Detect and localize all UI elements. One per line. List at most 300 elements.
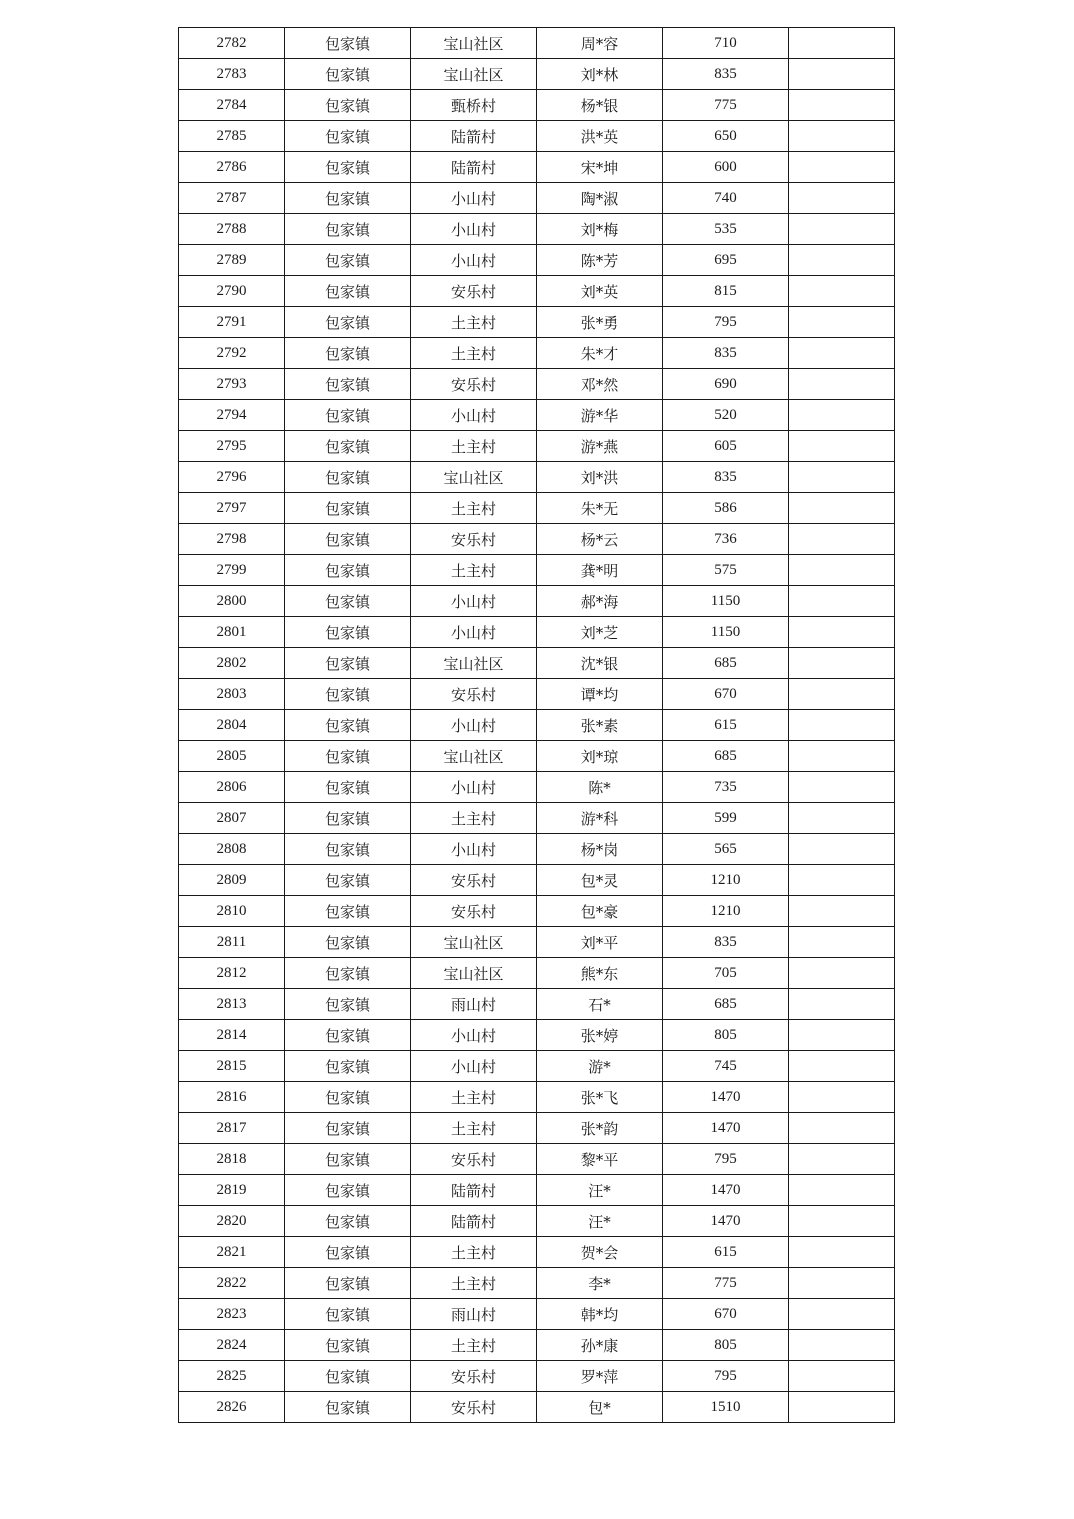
cell-person-name: 朱*无 xyxy=(537,493,663,524)
cell-serial-number: 2787 xyxy=(179,183,285,214)
cell-village: 宝山社区 xyxy=(411,28,537,59)
cell-remark xyxy=(789,524,895,555)
cell-remark xyxy=(789,431,895,462)
cell-town: 包家镇 xyxy=(285,1206,411,1237)
cell-village: 土主村 xyxy=(411,307,537,338)
cell-town: 包家镇 xyxy=(285,1051,411,1082)
cell-amount: 650 xyxy=(663,121,789,152)
cell-serial-number: 2792 xyxy=(179,338,285,369)
cell-town: 包家镇 xyxy=(285,462,411,493)
cell-remark xyxy=(789,1082,895,1113)
cell-remark xyxy=(789,1175,895,1206)
cell-remark xyxy=(789,1113,895,1144)
cell-person-name: 杨*银 xyxy=(537,90,663,121)
cell-person-name: 郝*海 xyxy=(537,586,663,617)
cell-serial-number: 2789 xyxy=(179,245,285,276)
cell-town: 包家镇 xyxy=(285,1144,411,1175)
cell-amount: 705 xyxy=(663,958,789,989)
cell-town: 包家镇 xyxy=(285,1361,411,1392)
cell-village: 土主村 xyxy=(411,1330,537,1361)
cell-village: 小山村 xyxy=(411,617,537,648)
table-row xyxy=(179,400,895,431)
cell-remark xyxy=(789,834,895,865)
cell-village: 小山村 xyxy=(411,834,537,865)
cell-amount: 745 xyxy=(663,1051,789,1082)
table-row xyxy=(179,865,895,896)
cell-town: 包家镇 xyxy=(285,989,411,1020)
cell-remark xyxy=(789,1206,895,1237)
cell-person-name: 包*豪 xyxy=(537,896,663,927)
cell-person-name: 刘*芝 xyxy=(537,617,663,648)
cell-town: 包家镇 xyxy=(285,524,411,555)
cell-town: 包家镇 xyxy=(285,1392,411,1423)
cell-village: 安乐村 xyxy=(411,1392,537,1423)
cell-amount: 1210 xyxy=(663,896,789,927)
table-row xyxy=(179,1113,895,1144)
table-row xyxy=(179,1237,895,1268)
cell-remark xyxy=(789,152,895,183)
cell-person-name: 黎*平 xyxy=(537,1144,663,1175)
cell-town: 包家镇 xyxy=(285,121,411,152)
cell-amount: 685 xyxy=(663,648,789,679)
cell-person-name: 汪* xyxy=(537,1175,663,1206)
cell-serial-number: 2798 xyxy=(179,524,285,555)
cell-amount: 815 xyxy=(663,276,789,307)
cell-village: 小山村 xyxy=(411,772,537,803)
cell-serial-number: 2809 xyxy=(179,865,285,896)
cell-remark xyxy=(789,1330,895,1361)
cell-person-name: 陈* xyxy=(537,772,663,803)
cell-person-name: 周*容 xyxy=(537,28,663,59)
cell-village: 安乐村 xyxy=(411,276,537,307)
cell-village: 小山村 xyxy=(411,586,537,617)
cell-amount: 805 xyxy=(663,1330,789,1361)
cell-serial-number: 2793 xyxy=(179,369,285,400)
cell-person-name: 游*华 xyxy=(537,400,663,431)
cell-serial-number: 2794 xyxy=(179,400,285,431)
cell-town: 包家镇 xyxy=(285,276,411,307)
cell-serial-number: 2812 xyxy=(179,958,285,989)
cell-person-name: 熊*东 xyxy=(537,958,663,989)
table-row xyxy=(179,586,895,617)
cell-town: 包家镇 xyxy=(285,586,411,617)
cell-person-name: 杨*云 xyxy=(537,524,663,555)
table-row xyxy=(179,1206,895,1237)
cell-person-name: 邓*然 xyxy=(537,369,663,400)
table-row xyxy=(179,679,895,710)
cell-town: 包家镇 xyxy=(285,152,411,183)
cell-serial-number: 2800 xyxy=(179,586,285,617)
cell-serial-number: 2817 xyxy=(179,1113,285,1144)
cell-serial-number: 2801 xyxy=(179,617,285,648)
cell-amount: 1150 xyxy=(663,586,789,617)
cell-amount: 520 xyxy=(663,400,789,431)
cell-amount: 795 xyxy=(663,1361,789,1392)
cell-remark xyxy=(789,865,895,896)
cell-amount: 586 xyxy=(663,493,789,524)
cell-serial-number: 2795 xyxy=(179,431,285,462)
table-row xyxy=(179,369,895,400)
cell-village: 安乐村 xyxy=(411,1144,537,1175)
cell-remark xyxy=(789,927,895,958)
cell-remark xyxy=(789,59,895,90)
cell-remark xyxy=(789,1361,895,1392)
cell-remark xyxy=(789,1237,895,1268)
cell-amount: 695 xyxy=(663,245,789,276)
cell-serial-number: 2824 xyxy=(179,1330,285,1361)
cell-village: 土主村 xyxy=(411,431,537,462)
cell-village: 小山村 xyxy=(411,1020,537,1051)
cell-serial-number: 2806 xyxy=(179,772,285,803)
cell-remark xyxy=(789,679,895,710)
cell-remark xyxy=(789,1051,895,1082)
cell-serial-number: 2810 xyxy=(179,896,285,927)
cell-village: 土主村 xyxy=(411,1113,537,1144)
cell-village: 安乐村 xyxy=(411,1361,537,1392)
table-row xyxy=(179,927,895,958)
cell-town: 包家镇 xyxy=(285,772,411,803)
table-row xyxy=(179,431,895,462)
cell-village: 宝山社区 xyxy=(411,59,537,90)
cell-serial-number: 2807 xyxy=(179,803,285,834)
cell-person-name: 陈*芳 xyxy=(537,245,663,276)
cell-remark xyxy=(789,400,895,431)
cell-remark xyxy=(789,307,895,338)
cell-serial-number: 2799 xyxy=(179,555,285,586)
cell-amount: 605 xyxy=(663,431,789,462)
cell-town: 包家镇 xyxy=(285,90,411,121)
table-row xyxy=(179,183,895,214)
cell-serial-number: 2808 xyxy=(179,834,285,865)
cell-amount: 1150 xyxy=(663,617,789,648)
cell-amount: 710 xyxy=(663,28,789,59)
cell-person-name: 游*燕 xyxy=(537,431,663,462)
cell-town: 包家镇 xyxy=(285,617,411,648)
cell-person-name: 龚*明 xyxy=(537,555,663,586)
cell-serial-number: 2816 xyxy=(179,1082,285,1113)
cell-serial-number: 2796 xyxy=(179,462,285,493)
cell-person-name: 张*勇 xyxy=(537,307,663,338)
table-row xyxy=(179,59,895,90)
table-row xyxy=(179,90,895,121)
cell-person-name: 刘*洪 xyxy=(537,462,663,493)
cell-town: 包家镇 xyxy=(285,493,411,524)
table-row xyxy=(179,152,895,183)
cell-person-name: 沈*银 xyxy=(537,648,663,679)
cell-person-name: 朱*才 xyxy=(537,338,663,369)
table-row xyxy=(179,555,895,586)
cell-person-name: 杨*岗 xyxy=(537,834,663,865)
cell-remark xyxy=(789,90,895,121)
table-row xyxy=(179,617,895,648)
cell-town: 包家镇 xyxy=(285,400,411,431)
cell-village: 陆箭村 xyxy=(411,121,537,152)
cell-amount: 685 xyxy=(663,989,789,1020)
table-row xyxy=(179,214,895,245)
cell-village: 陆箭村 xyxy=(411,152,537,183)
table-row xyxy=(179,28,895,59)
cell-village: 小山村 xyxy=(411,710,537,741)
table-row xyxy=(179,958,895,989)
cell-amount: 835 xyxy=(663,462,789,493)
cell-amount: 795 xyxy=(663,1144,789,1175)
cell-town: 包家镇 xyxy=(285,59,411,90)
table-row xyxy=(179,1051,895,1082)
cell-serial-number: 2797 xyxy=(179,493,285,524)
cell-town: 包家镇 xyxy=(285,307,411,338)
cell-town: 包家镇 xyxy=(285,1020,411,1051)
cell-amount: 1510 xyxy=(663,1392,789,1423)
cell-amount: 835 xyxy=(663,59,789,90)
cell-village: 小山村 xyxy=(411,183,537,214)
cell-remark xyxy=(789,741,895,772)
table-row xyxy=(179,989,895,1020)
cell-person-name: 游* xyxy=(537,1051,663,1082)
table-row xyxy=(179,1392,895,1423)
cell-serial-number: 2818 xyxy=(179,1144,285,1175)
cell-serial-number: 2813 xyxy=(179,989,285,1020)
cell-serial-number: 2788 xyxy=(179,214,285,245)
table-row xyxy=(179,307,895,338)
cell-town: 包家镇 xyxy=(285,710,411,741)
cell-serial-number: 2786 xyxy=(179,152,285,183)
cell-village: 雨山村 xyxy=(411,1299,537,1330)
cell-remark xyxy=(789,214,895,245)
cell-person-name: 陶*淑 xyxy=(537,183,663,214)
cell-town: 包家镇 xyxy=(285,1268,411,1299)
cell-amount: 599 xyxy=(663,803,789,834)
table-row xyxy=(179,834,895,865)
cell-amount: 835 xyxy=(663,338,789,369)
cell-person-name: 刘*林 xyxy=(537,59,663,90)
cell-serial-number: 2782 xyxy=(179,28,285,59)
cell-village: 安乐村 xyxy=(411,524,537,555)
cell-person-name: 贺*会 xyxy=(537,1237,663,1268)
cell-town: 包家镇 xyxy=(285,338,411,369)
cell-village: 小山村 xyxy=(411,245,537,276)
cell-town: 包家镇 xyxy=(285,679,411,710)
cell-village: 小山村 xyxy=(411,400,537,431)
cell-serial-number: 2790 xyxy=(179,276,285,307)
cell-person-name: 包* xyxy=(537,1392,663,1423)
cell-serial-number: 2791 xyxy=(179,307,285,338)
cell-amount: 670 xyxy=(663,679,789,710)
cell-village: 土主村 xyxy=(411,1237,537,1268)
cell-remark xyxy=(789,245,895,276)
cell-village: 小山村 xyxy=(411,214,537,245)
cell-amount: 535 xyxy=(663,214,789,245)
cell-serial-number: 2802 xyxy=(179,648,285,679)
cell-amount: 1210 xyxy=(663,865,789,896)
cell-amount: 775 xyxy=(663,90,789,121)
cell-remark xyxy=(789,710,895,741)
cell-town: 包家镇 xyxy=(285,1175,411,1206)
table-row xyxy=(179,896,895,927)
cell-town: 包家镇 xyxy=(285,1299,411,1330)
cell-remark xyxy=(789,989,895,1020)
cell-village: 宝山社区 xyxy=(411,648,537,679)
table-row xyxy=(179,1144,895,1175)
cell-person-name: 张*婷 xyxy=(537,1020,663,1051)
cell-amount: 805 xyxy=(663,1020,789,1051)
table-body xyxy=(179,28,895,1423)
cell-person-name: 韩*均 xyxy=(537,1299,663,1330)
cell-town: 包家镇 xyxy=(285,741,411,772)
cell-amount: 600 xyxy=(663,152,789,183)
cell-village: 宝山社区 xyxy=(411,462,537,493)
table-row xyxy=(179,493,895,524)
table-row xyxy=(179,276,895,307)
cell-town: 包家镇 xyxy=(285,1082,411,1113)
cell-remark xyxy=(789,1268,895,1299)
cell-amount: 685 xyxy=(663,741,789,772)
table-row xyxy=(179,710,895,741)
table-row xyxy=(179,1268,895,1299)
cell-remark xyxy=(789,462,895,493)
cell-amount: 835 xyxy=(663,927,789,958)
cell-town: 包家镇 xyxy=(285,369,411,400)
cell-remark xyxy=(789,1020,895,1051)
cell-town: 包家镇 xyxy=(285,245,411,276)
cell-person-name: 游*科 xyxy=(537,803,663,834)
cell-town: 包家镇 xyxy=(285,431,411,462)
cell-remark xyxy=(789,803,895,834)
cell-village: 土主村 xyxy=(411,493,537,524)
cell-person-name: 张*飞 xyxy=(537,1082,663,1113)
cell-village: 雨山村 xyxy=(411,989,537,1020)
cell-amount: 1470 xyxy=(663,1175,789,1206)
cell-serial-number: 2783 xyxy=(179,59,285,90)
cell-town: 包家镇 xyxy=(285,1237,411,1268)
cell-amount: 736 xyxy=(663,524,789,555)
cell-remark xyxy=(789,1299,895,1330)
cell-village: 小山村 xyxy=(411,1051,537,1082)
cell-amount: 795 xyxy=(663,307,789,338)
cell-remark xyxy=(789,1144,895,1175)
cell-village: 安乐村 xyxy=(411,865,537,896)
cell-serial-number: 2785 xyxy=(179,121,285,152)
cell-remark xyxy=(789,276,895,307)
table-row xyxy=(179,338,895,369)
cell-town: 包家镇 xyxy=(285,927,411,958)
table-row xyxy=(179,1020,895,1051)
cell-person-name: 汪* xyxy=(537,1206,663,1237)
cell-amount: 740 xyxy=(663,183,789,214)
cell-village: 安乐村 xyxy=(411,369,537,400)
cell-serial-number: 2814 xyxy=(179,1020,285,1051)
cell-remark xyxy=(789,338,895,369)
cell-serial-number: 2819 xyxy=(179,1175,285,1206)
cell-town: 包家镇 xyxy=(285,183,411,214)
cell-town: 包家镇 xyxy=(285,896,411,927)
cell-amount: 1470 xyxy=(663,1082,789,1113)
cell-amount: 615 xyxy=(663,710,789,741)
cell-amount: 670 xyxy=(663,1299,789,1330)
cell-amount: 775 xyxy=(663,1268,789,1299)
cell-serial-number: 2804 xyxy=(179,710,285,741)
cell-remark xyxy=(789,586,895,617)
cell-person-name: 刘*梅 xyxy=(537,214,663,245)
cell-remark xyxy=(789,896,895,927)
cell-person-name: 李* xyxy=(537,1268,663,1299)
cell-village: 安乐村 xyxy=(411,679,537,710)
cell-remark xyxy=(789,772,895,803)
cell-village: 宝山社区 xyxy=(411,741,537,772)
cell-town: 包家镇 xyxy=(285,958,411,989)
cell-village: 土主村 xyxy=(411,555,537,586)
table-row xyxy=(179,462,895,493)
cell-person-name: 洪*英 xyxy=(537,121,663,152)
cell-amount: 735 xyxy=(663,772,789,803)
cell-serial-number: 2822 xyxy=(179,1268,285,1299)
cell-serial-number: 2815 xyxy=(179,1051,285,1082)
cell-person-name: 石* xyxy=(537,989,663,1020)
cell-amount: 1470 xyxy=(663,1113,789,1144)
cell-town: 包家镇 xyxy=(285,648,411,679)
data-table xyxy=(178,27,895,1423)
cell-remark xyxy=(789,183,895,214)
table-row xyxy=(179,1082,895,1113)
cell-amount: 575 xyxy=(663,555,789,586)
table-row xyxy=(179,772,895,803)
cell-remark xyxy=(789,493,895,524)
cell-serial-number: 2826 xyxy=(179,1392,285,1423)
table-row xyxy=(179,1361,895,1392)
cell-village: 土主村 xyxy=(411,803,537,834)
cell-town: 包家镇 xyxy=(285,28,411,59)
cell-village: 安乐村 xyxy=(411,896,537,927)
cell-remark xyxy=(789,648,895,679)
cell-amount: 565 xyxy=(663,834,789,865)
cell-person-name: 刘*英 xyxy=(537,276,663,307)
table-row xyxy=(179,803,895,834)
cell-town: 包家镇 xyxy=(285,834,411,865)
cell-remark xyxy=(789,617,895,648)
cell-village: 宝山社区 xyxy=(411,927,537,958)
cell-amount: 690 xyxy=(663,369,789,400)
cell-town: 包家镇 xyxy=(285,1330,411,1361)
table-row xyxy=(179,1330,895,1361)
cell-town: 包家镇 xyxy=(285,555,411,586)
cell-village: 土主村 xyxy=(411,1082,537,1113)
cell-person-name: 孙*康 xyxy=(537,1330,663,1361)
cell-remark xyxy=(789,369,895,400)
cell-town: 包家镇 xyxy=(285,1113,411,1144)
cell-serial-number: 2823 xyxy=(179,1299,285,1330)
cell-serial-number: 2805 xyxy=(179,741,285,772)
cell-remark xyxy=(789,28,895,59)
cell-person-name: 张*素 xyxy=(537,710,663,741)
cell-town: 包家镇 xyxy=(285,803,411,834)
table-row xyxy=(179,524,895,555)
cell-person-name: 谭*均 xyxy=(537,679,663,710)
cell-person-name: 刘*琼 xyxy=(537,741,663,772)
cell-person-name: 张*韵 xyxy=(537,1113,663,1144)
cell-remark xyxy=(789,958,895,989)
table-row xyxy=(179,1299,895,1330)
table-row xyxy=(179,741,895,772)
cell-village: 陆箭村 xyxy=(411,1175,537,1206)
cell-village: 陆箭村 xyxy=(411,1206,537,1237)
cell-person-name: 刘*平 xyxy=(537,927,663,958)
cell-serial-number: 2784 xyxy=(179,90,285,121)
cell-remark xyxy=(789,1392,895,1423)
cell-serial-number: 2820 xyxy=(179,1206,285,1237)
cell-town: 包家镇 xyxy=(285,214,411,245)
cell-person-name: 宋*坤 xyxy=(537,152,663,183)
cell-remark xyxy=(789,555,895,586)
cell-person-name: 罗*萍 xyxy=(537,1361,663,1392)
